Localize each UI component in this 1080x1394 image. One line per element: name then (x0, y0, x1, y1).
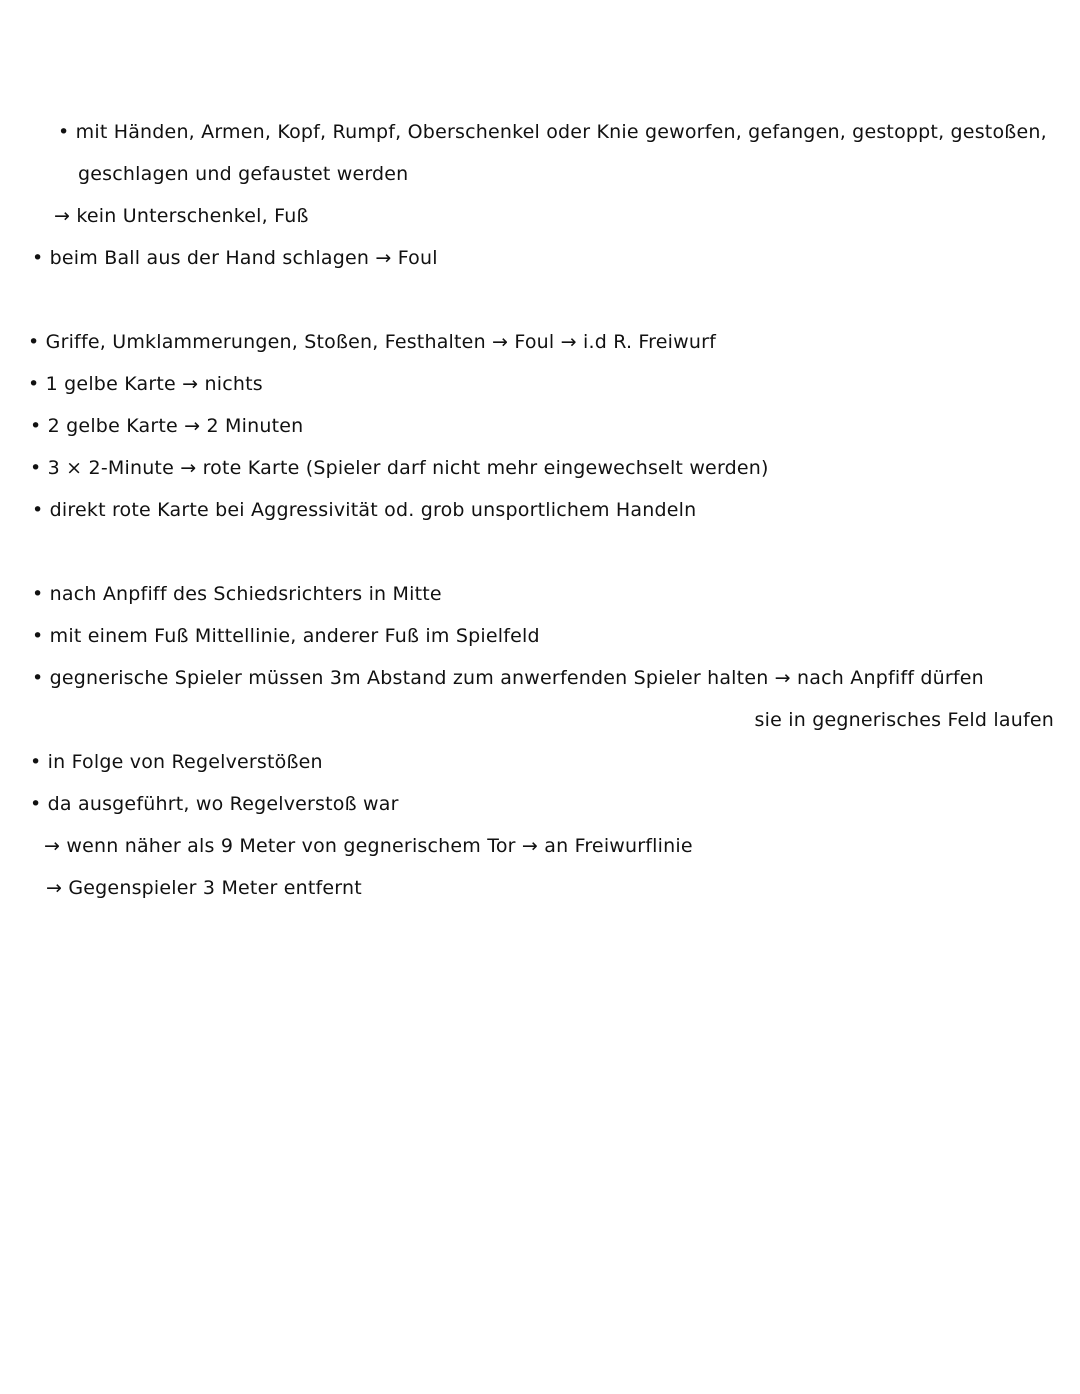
note-line: • mit Händen, Armen, Kopf, Rumpf, Oberschenkel oder Knie geworfen, gefangen, gestoppt, gestoßen, (58, 121, 1047, 143)
note-line: • beim Ball aus der Hand schlagen → Foul (32, 247, 438, 269)
note-line: → kein Unterschenkel, Fuß (54, 205, 309, 227)
note-line: → wenn näher als 9 Meter von gegnerischem Tor → an Freiwurflinie (44, 835, 693, 857)
note-line: • in Folge von Regelverstößen (30, 751, 323, 773)
note-line: • 1 gelbe Karte → nichts (28, 373, 263, 395)
note-line: • 3 × 2-Minute → rote Karte (Spieler darf nicht mehr eingewechselt werden) (30, 457, 769, 479)
note-line: • 2 gelbe Karte → 2 Minuten (30, 415, 304, 437)
note-line: geschlagen und gefaustet werden (78, 163, 409, 185)
note-line: sie in gegnerisches Feld laufen (754, 709, 1054, 731)
note-line: • nach Anpfiff des Schiedsrichters in Mitte (32, 583, 442, 605)
note-line: • mit einem Fuß Mittellinie, anderer Fuß im Spielfeld (32, 625, 540, 647)
note-line: • direkt rote Karte bei Aggressivität od. grob unsportlichem Handeln (32, 499, 697, 521)
note-line: → Gegenspieler 3 Meter entfernt (46, 877, 362, 899)
note-line: • da ausgeführt, wo Regelverstoß war (30, 793, 399, 815)
note-line: • gegnerische Spieler müssen 3m Abstand zum anwerfenden Spieler halten → nach Anpfiff dürfen (32, 667, 984, 689)
note-line: • Griffe, Umklammerungen, Stoßen, Festhalten → Foul → i.d R. Freiwurf (28, 331, 717, 353)
